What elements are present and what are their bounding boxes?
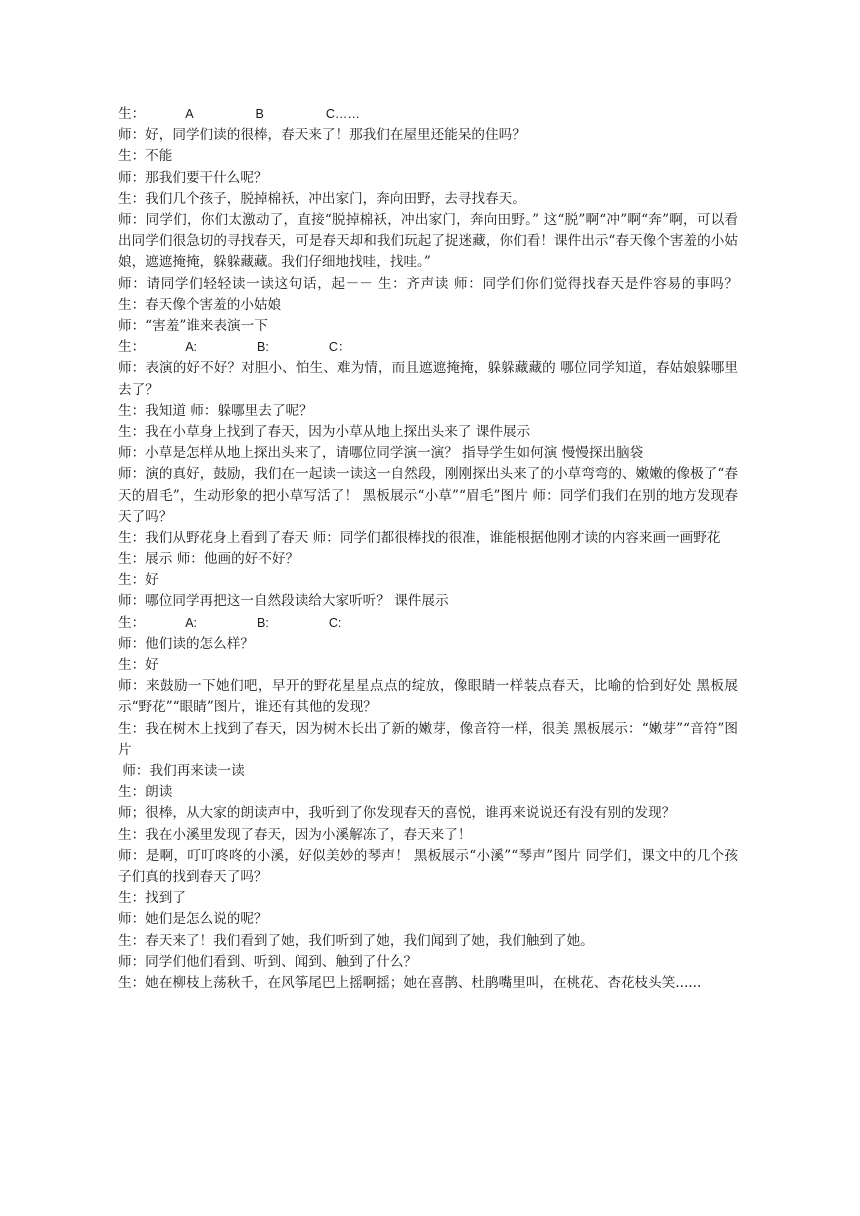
dialogue-paragraph: 师：请同学们轻轻读一读这句话，起－－ 生：齐声读 师：同学们你们觉得找春天是件容易的事吗？ 生：春天像个害羞的小姑娘 — [118, 275, 738, 313]
dialogue-paragraph: 师：演的真好，鼓励，我们在一起读一读这一自然段，刚刚探出头来了的小草弯弯的、嫩嫩的像极了“春天的眉毛”，生动形象的把小草写活了！ 黑板展示“小草”“眉毛”图片 师：同学们我们在别的地方发现春天了吗？ — [118, 466, 738, 525]
dialogue-line: 师：那我们要干什么呢？ — [118, 169, 268, 186]
dialogue-line: 生：好 — [118, 657, 159, 674]
dialogue-line: 师：“害羞”谁来表演一下 — [118, 317, 268, 334]
student-mark: C…… — [325, 107, 360, 121]
dialogue-line: 生：我在小溪里发现了春天，因为小溪解冻了，春天来了！ — [118, 826, 472, 843]
student-mark: A: — [185, 340, 197, 355]
dialogue-line — [118, 337, 738, 358]
dialogue-line: 生：找到了 — [118, 890, 186, 907]
speaker-label: 生： — [118, 614, 146, 631]
dialogue-line: 师：好，同学们读的很棒，春天来了！那我们在屋里还能呆的住吗？ — [118, 127, 526, 144]
dialogue-line — [118, 104, 738, 125]
dialogue-line: 师：小草是怎样从地上探出头来了，请哪位同学演一演？ 指导学生如何演 慢慢探出脑袋 — [118, 445, 644, 462]
student-mark: C： — [328, 340, 351, 355]
lesson-transcript — [118, 104, 738, 994]
dialogue-line: 生：我知道 师：躲哪里去了呢？ — [118, 402, 313, 419]
student-mark: C: — [328, 615, 342, 630]
dialogue-line: 师：他们读的怎么样？ — [118, 635, 254, 652]
student-mark: B: — [257, 615, 269, 630]
dialogue-paragraph: 师；很棒，从大家的朗读声中，我听到了你发现春天的喜悦，谁再来说说还有没有别的发现？ — [118, 805, 676, 822]
dialogue-paragraph: 师：表演的好不好？对胆小、怕生、难为情，而且遮遮掩掩，躲躲藏藏的 哪位同学知道，春姑娘躲哪里去了？ — [118, 360, 738, 398]
speaker-label: 生： — [118, 106, 146, 122]
student-mark: A: — [185, 615, 197, 630]
dialogue-line: 生：展示 师：他画的好不好？ — [118, 551, 300, 568]
dialogue-paragraph: 生：她在柳枝上荡秋千，在风筝尾巴上摇啊摇；她在喜鹊、杜鹃嘴里叫，在桃花、杏花枝头笑...... — [118, 974, 702, 991]
dialogue-line: 生：不能 — [118, 148, 173, 165]
dialogue-line: 生：我们几个孩子，脱掉棉袄，冲出家门，奔向田野，去寻找春天。 — [118, 190, 526, 207]
dialogue-paragraph: 生：我们从野花身上看到了春天 师：同学们都很棒找的很准，谁能根据他刚才读的内容来画一画野花 — [118, 529, 721, 546]
student-mark: B: — [257, 340, 269, 355]
student-mark: B — [255, 107, 264, 121]
dialogue-line: 生：我在小草身上找到了春天，因为小草从地上探出头来了 课件展示 — [118, 423, 531, 440]
dialogue-line: 生：朗读 — [118, 784, 173, 801]
dialogue-line: 师：哪位同学再把这一自然段读给大家听听？ 课件展示 — [118, 593, 449, 610]
dialogue-paragraph: 师：同学们，你们太激动了，直接“脱掉棉袄，冲出家门，奔向田野。” 这“脱”啊“冲”啊“奔”啊，可以看出同学们很急切的寻找春天，可是春天却和我们玩起了捉迷藏，你们看！课件出示“春天像个害羞的小姑娘，遮遮掩掩，躲躲藏藏。我们仔细地找哇，找哇。” — [118, 211, 738, 271]
dialogue-line: 师：她们是怎么说的呢？ — [118, 911, 268, 928]
dialogue-line: 师：同学们他们看到、听到、闻到、触到了什么？ — [118, 953, 418, 970]
speaker-label: 生： — [118, 339, 146, 356]
dialogue-line: 生：春天来了！我们看到了她，我们听到了她，我们闻到了她，我们触到了她。 — [118, 932, 594, 949]
dialogue-line: 师：我们再来读一读 — [118, 763, 245, 780]
dialogue-paragraph: 师：是啊，叮叮咚咚的小溪，好似美妙的琴声！ 黑板展示“小溪”“琴声”图片 同学们，课文中的几个孩子们真的找到春天了吗？ — [118, 847, 738, 886]
dialogue-paragraph: 生：我在树木上找到了春天，因为树木长出了新的嫩芽，像音符一样，很美 黑板展示：“嫩芽”“音符”图片 — [118, 720, 738, 758]
student-mark: A — [185, 107, 194, 121]
dialogue-line: 生：好 — [118, 572, 159, 589]
dialogue-paragraph: 师：来鼓励一下她们吧，早开的野花星星点点的绽放，像眼睛一样装点春天，比喻的恰到好处 黑板展示“野花”“眼睛”图片，谁还有其他的发现？ — [118, 678, 738, 716]
dialogue-line — [118, 613, 738, 634]
